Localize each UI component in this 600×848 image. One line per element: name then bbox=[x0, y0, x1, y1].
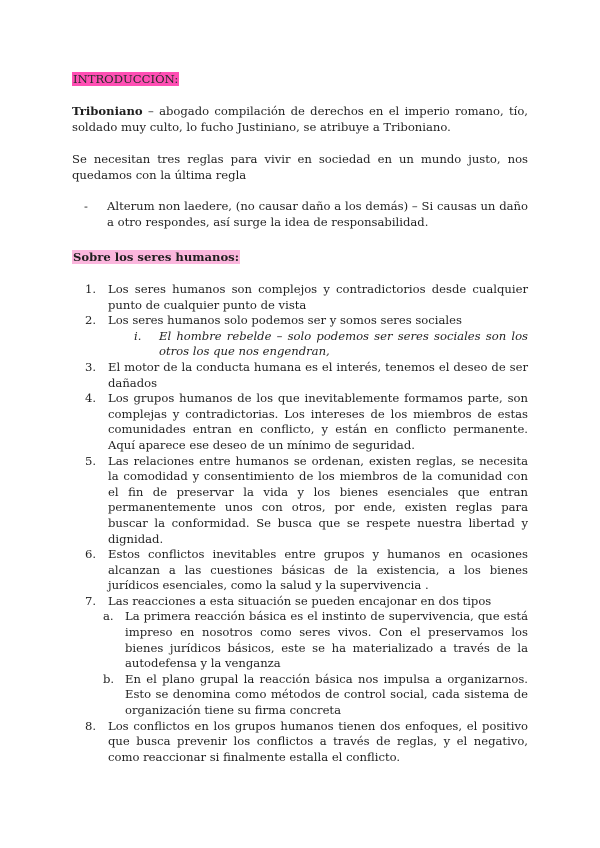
list-item bbox=[85, 719, 528, 766]
list-number: 1. bbox=[85, 282, 97, 296]
alpha-sub-item bbox=[85, 609, 528, 671]
list-item bbox=[85, 282, 528, 313]
roman-sub-item bbox=[85, 329, 528, 360]
list-item-text: Los seres humanos solo podemos ser y somos seres sociales bbox=[108, 313, 462, 328]
list-number: 5. bbox=[85, 453, 97, 468]
dash-list-item bbox=[86, 199, 528, 230]
list-item bbox=[85, 594, 528, 610]
paragraph-triboniano bbox=[72, 104, 528, 135]
list-number: 7. bbox=[85, 593, 97, 608]
list-item bbox=[85, 313, 528, 329]
roman-sub-text: El hombre rebelde – solo podemos ser seres sociales son los otros los que nos engendran, bbox=[159, 328, 528, 359]
dash-item-text: Alterum non laedere, (no causar daño a los demás) – Si causas un daño a otro respondes, así surge la idea de responsabilidad. bbox=[107, 199, 528, 229]
triboniano-bold: Triboniano bbox=[72, 104, 143, 118]
alpha-sub-text: La primera reacción básica es el instinto de supervivencia, que está impreso en nosotros como seres vivos. Con el preservamos los bienes jurídicos básicos, este se ha materializado a través de la autodefensa y la venganza bbox=[125, 609, 528, 671]
numbered-list bbox=[85, 282, 528, 765]
list-number: 6. bbox=[85, 547, 97, 562]
triboniano-text: – abogado compilación de derechos en el imperio romano, tío, soldado muy culto, lo fucho Justiniano, se atribuye a Triboniano. bbox=[72, 104, 528, 134]
list-item-text: Las reacciones a esta situación se pueden encajonar en dos tipos bbox=[108, 593, 492, 608]
roman-marker: i. bbox=[134, 328, 142, 343]
intro-heading-line bbox=[72, 72, 528, 88]
list-item-text: Estos conflictos inevitables entre grupos y humanos en ocasiones alcanzan a las cuestiones básicas de la existencia, a los bienes jurídicos esenciales, como la salud y la supervivencia . bbox=[108, 547, 528, 593]
list-item-text: El motor de la conducta humana es el interés, tenemos el deseo de ser dañados bbox=[108, 359, 528, 390]
list-item bbox=[85, 360, 528, 391]
list-item-text: Los grupos humanos de los que inevitablemente formamos parte, son complejas y contradictorias. Los intereses de los miembros de estas comunidades entran en conflicto, y están en conflicto permanente. Aquí aparece ese deseo de un mínimo de seguridad. bbox=[108, 391, 528, 452]
list-item-text: Los seres humanos son complejos y contradictorios desde cualquier punto de cualquier punto de vista bbox=[108, 282, 528, 312]
list-item-text: Los conflictos en los grupos humanos tienen dos enfoques, el positivo que busca prevenir los conflictos a través de reglas, y el negativo, como reaccionar si finalmente estalla el conflicto. bbox=[108, 718, 528, 764]
list-item bbox=[85, 547, 528, 594]
list-number: 4. bbox=[85, 391, 97, 406]
alpha-sub-item bbox=[85, 672, 528, 719]
alpha-sub-text: En el plano grupal la reacción básica nos impulsa a organizarnos. Esto se denomina como métodos de control social, cada sistema de organización tiene su firma concreta bbox=[125, 671, 528, 718]
list-item bbox=[85, 454, 528, 548]
alpha-marker: a. bbox=[103, 609, 114, 624]
section-title: Sobre los seres humanos: bbox=[73, 250, 239, 264]
intro-heading: INTRODUCCIÓN: bbox=[73, 72, 179, 86]
paragraph-reglas: Se necesitan tres reglas para vivir en sociedad en un mundo justo, nos quedamos con la última regla bbox=[72, 152, 528, 182]
list-item bbox=[85, 391, 528, 453]
section-title-line bbox=[72, 250, 528, 266]
alpha-marker: b. bbox=[103, 671, 115, 686]
dash-marker: - bbox=[84, 199, 88, 213]
list-number: 2. bbox=[85, 313, 97, 328]
list-item-text: Las relaciones entre humanos se ordenan, existen reglas, se necesita la comodidad y consentimiento de los miembros de la comunidad con el fin de preservar la vida y los bienes esenciales que entran permanentemente unos con otros, por ende, existen reglas para buscar la conformidad. Se busca que se respete nuestra libertad y dignidad. bbox=[108, 453, 528, 546]
list-number: 8. bbox=[85, 718, 97, 733]
list-number: 3. bbox=[85, 359, 97, 374]
